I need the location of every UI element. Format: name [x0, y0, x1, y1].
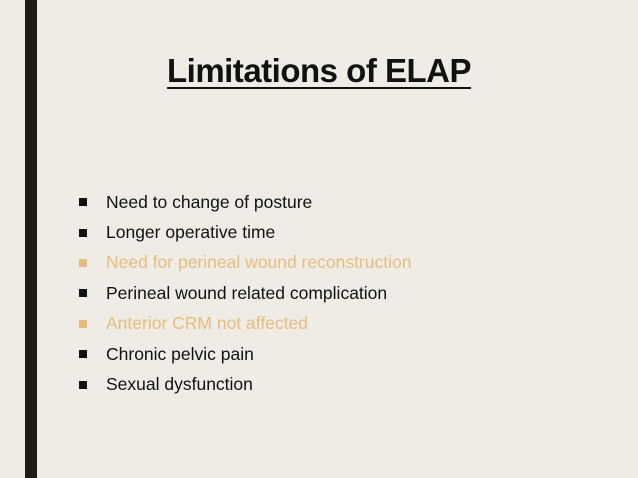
bullet-item — [79, 339, 411, 369]
bullet-list — [79, 187, 411, 400]
bullet-text: Sexual dysfunction — [106, 374, 253, 395]
bullet-text: Anterior CRM not affected — [106, 313, 308, 334]
bullet-item — [79, 187, 411, 217]
bullet-text: Perineal wound related complication — [106, 282, 388, 303]
bullet-item-highlighted — [79, 309, 411, 339]
square-bullet-icon — [79, 259, 87, 267]
square-bullet-icon — [79, 289, 87, 297]
bullet-item-highlighted — [79, 248, 411, 278]
bullet-item — [79, 217, 411, 247]
bullet-text: Need to change of posture — [106, 191, 313, 212]
square-bullet-icon — [79, 229, 87, 237]
bullet-item — [79, 369, 411, 399]
square-bullet-icon — [79, 198, 87, 206]
bullet-text: Chronic pelvic pain — [106, 343, 254, 364]
square-bullet-icon — [79, 350, 87, 358]
bullet-text: Need for perineal wound reconstruction — [106, 252, 412, 273]
bullet-item — [79, 278, 411, 308]
slide-title: Limitations of ELAP — [167, 52, 471, 89]
bullet-text: Longer operative time — [106, 222, 276, 243]
square-bullet-icon — [79, 320, 87, 328]
square-bullet-icon — [79, 381, 87, 389]
